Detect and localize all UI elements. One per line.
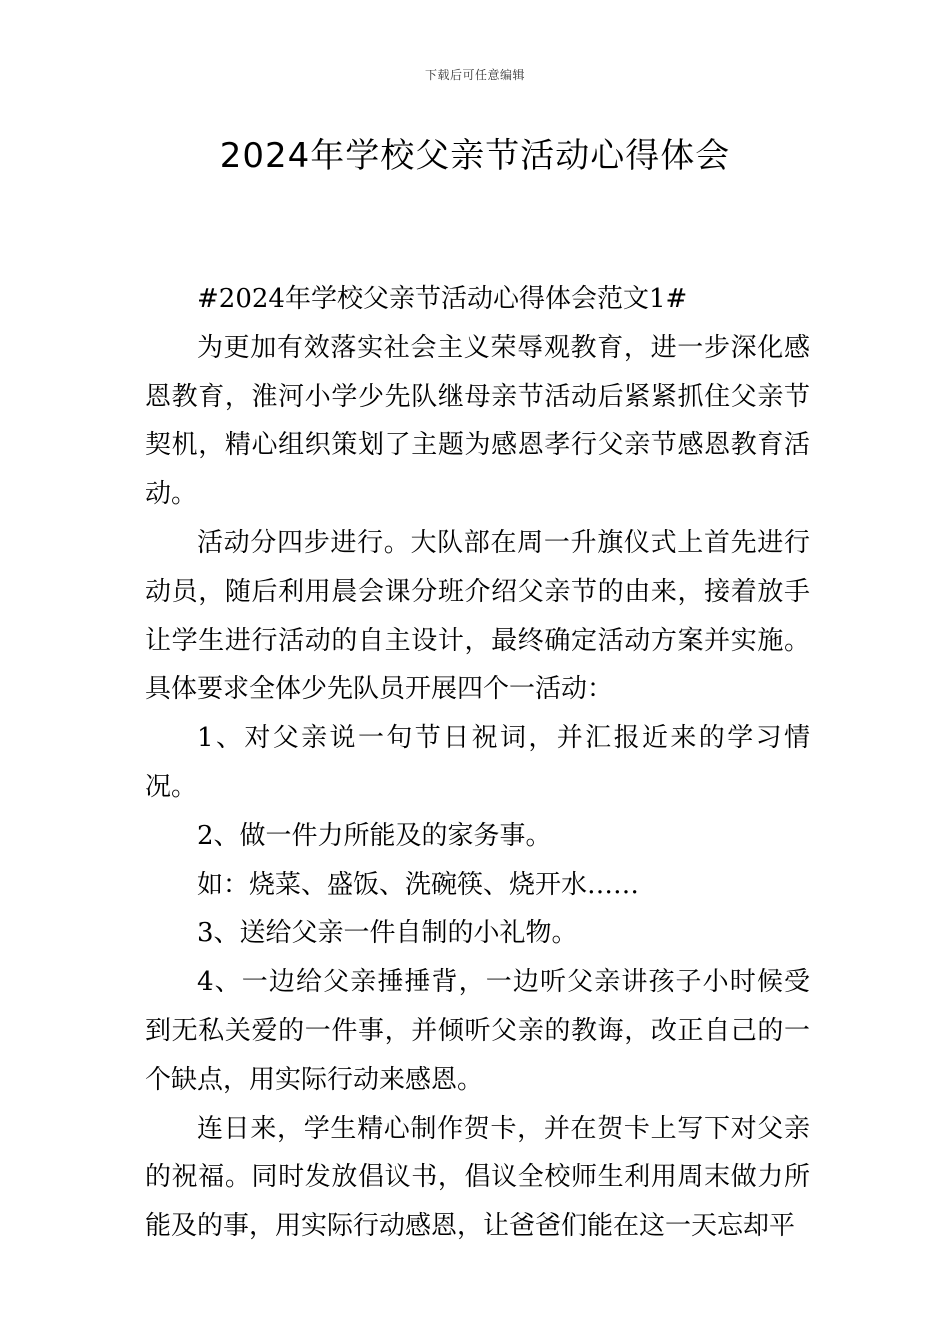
- list-item: 2、做一件力所能及的家务事。: [197, 820, 552, 851]
- section-heading: #2024年学校父亲节活动心得体会范文1#: [197, 284, 688, 314]
- header-note: 下载后可任意编辑: [424, 68, 525, 82]
- document-title: 2024年学校父亲节活动心得体会: [219, 136, 731, 176]
- list-item: 1、对父亲说一句节日祝词，并汇报近来的学习情况。: [145, 723, 810, 802]
- list-item: 3、送给父亲一件自制的小礼物。: [197, 918, 578, 949]
- paragraph: 为更加有效落实社会主义荣辱观教育，进一步深化感恩教育，淮河小学少先队继母亲节活动后紧紧抓住父亲节契机，精心组织策划了主题为感恩孝行父亲节感恩教育活动。: [145, 332, 810, 510]
- document-body: [145, 275, 810, 1251]
- example-line: 如：烧菜、盛饭、洗碗筷、烧开水……: [197, 869, 640, 900]
- paragraph: 活动分四步进行。大队部在周一升旗仪式上首先进行动员，随后利用晨会课分班介绍父亲节的由来，接着放手让学生进行活动的自主设计，最终确定活动方案并实施。具体要求全体少先队员开展四个一活动：: [145, 527, 810, 705]
- list-item: 4、一边给父亲捶捶背，一边听父亲讲孩子小时候受到无私关爱的一件事，并倾听父亲的教诲，改正自己的一个缺点，用实际行动来感恩。: [145, 967, 810, 1095]
- paragraph: 连日来，学生精心制作贺卡，并在贺卡上写下对父亲的祝福。同时发放倡议书，倡议全校师生利用周末做力所能及的事，用实际行动感恩，让爸爸们能在这一天忘却平: [145, 1113, 810, 1242]
